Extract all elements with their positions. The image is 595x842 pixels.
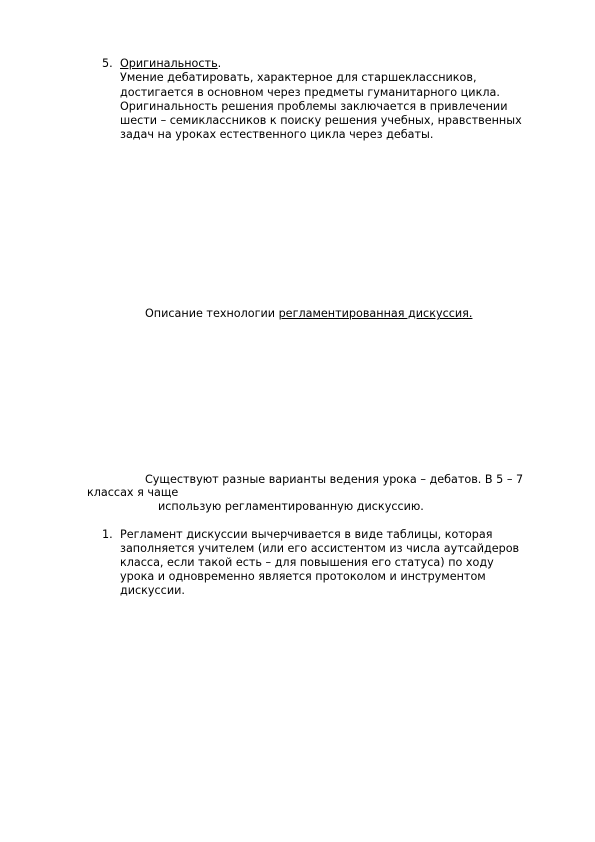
list-number: 1. [102,528,113,541]
intro-line: классах я чаще [87,486,179,499]
section-line: Умение дебатировать, характерное для старшеклассников, [120,71,477,84]
section-line: достигается в основном через предметы гуманитарного цикла. [120,86,500,99]
list-line: урока и одновременно является протоколом и инструментом [120,570,486,583]
technology-heading [145,307,472,321]
section-title-text: Оригинальность [120,57,218,70]
section-line: задач на уроках естественного цикла через дебаты. [120,128,434,141]
list-line: дискуссии. [120,584,185,597]
heading-prefix: Описание технологии [145,307,279,320]
section-line: шести – семиклассников к поиску решения учебных, нравственных [120,114,522,127]
list-line: Регламент дискуссии вычерчивается в виде таблицы, которая [120,528,493,541]
list-line: заполняется учителем (или его ассистентом из числа аутсайдеров [120,542,520,555]
intro-line: Существуют разные варианты ведения урока – дебатов. В 5 – 7 [145,473,524,486]
intro-line: использую регламентированную дискуссию. [158,500,424,513]
section-line: Оригинальность решения проблемы заключается в привлечении [120,100,508,113]
section-title [120,57,221,71]
list-line: класса, если такой есть – для повышения его статуса) по ходу [120,556,494,569]
heading-underlined: регламентированная дискуссия. [278,307,473,320]
section-title-tail: . [217,57,222,70]
section-number: 5. [102,57,113,70]
